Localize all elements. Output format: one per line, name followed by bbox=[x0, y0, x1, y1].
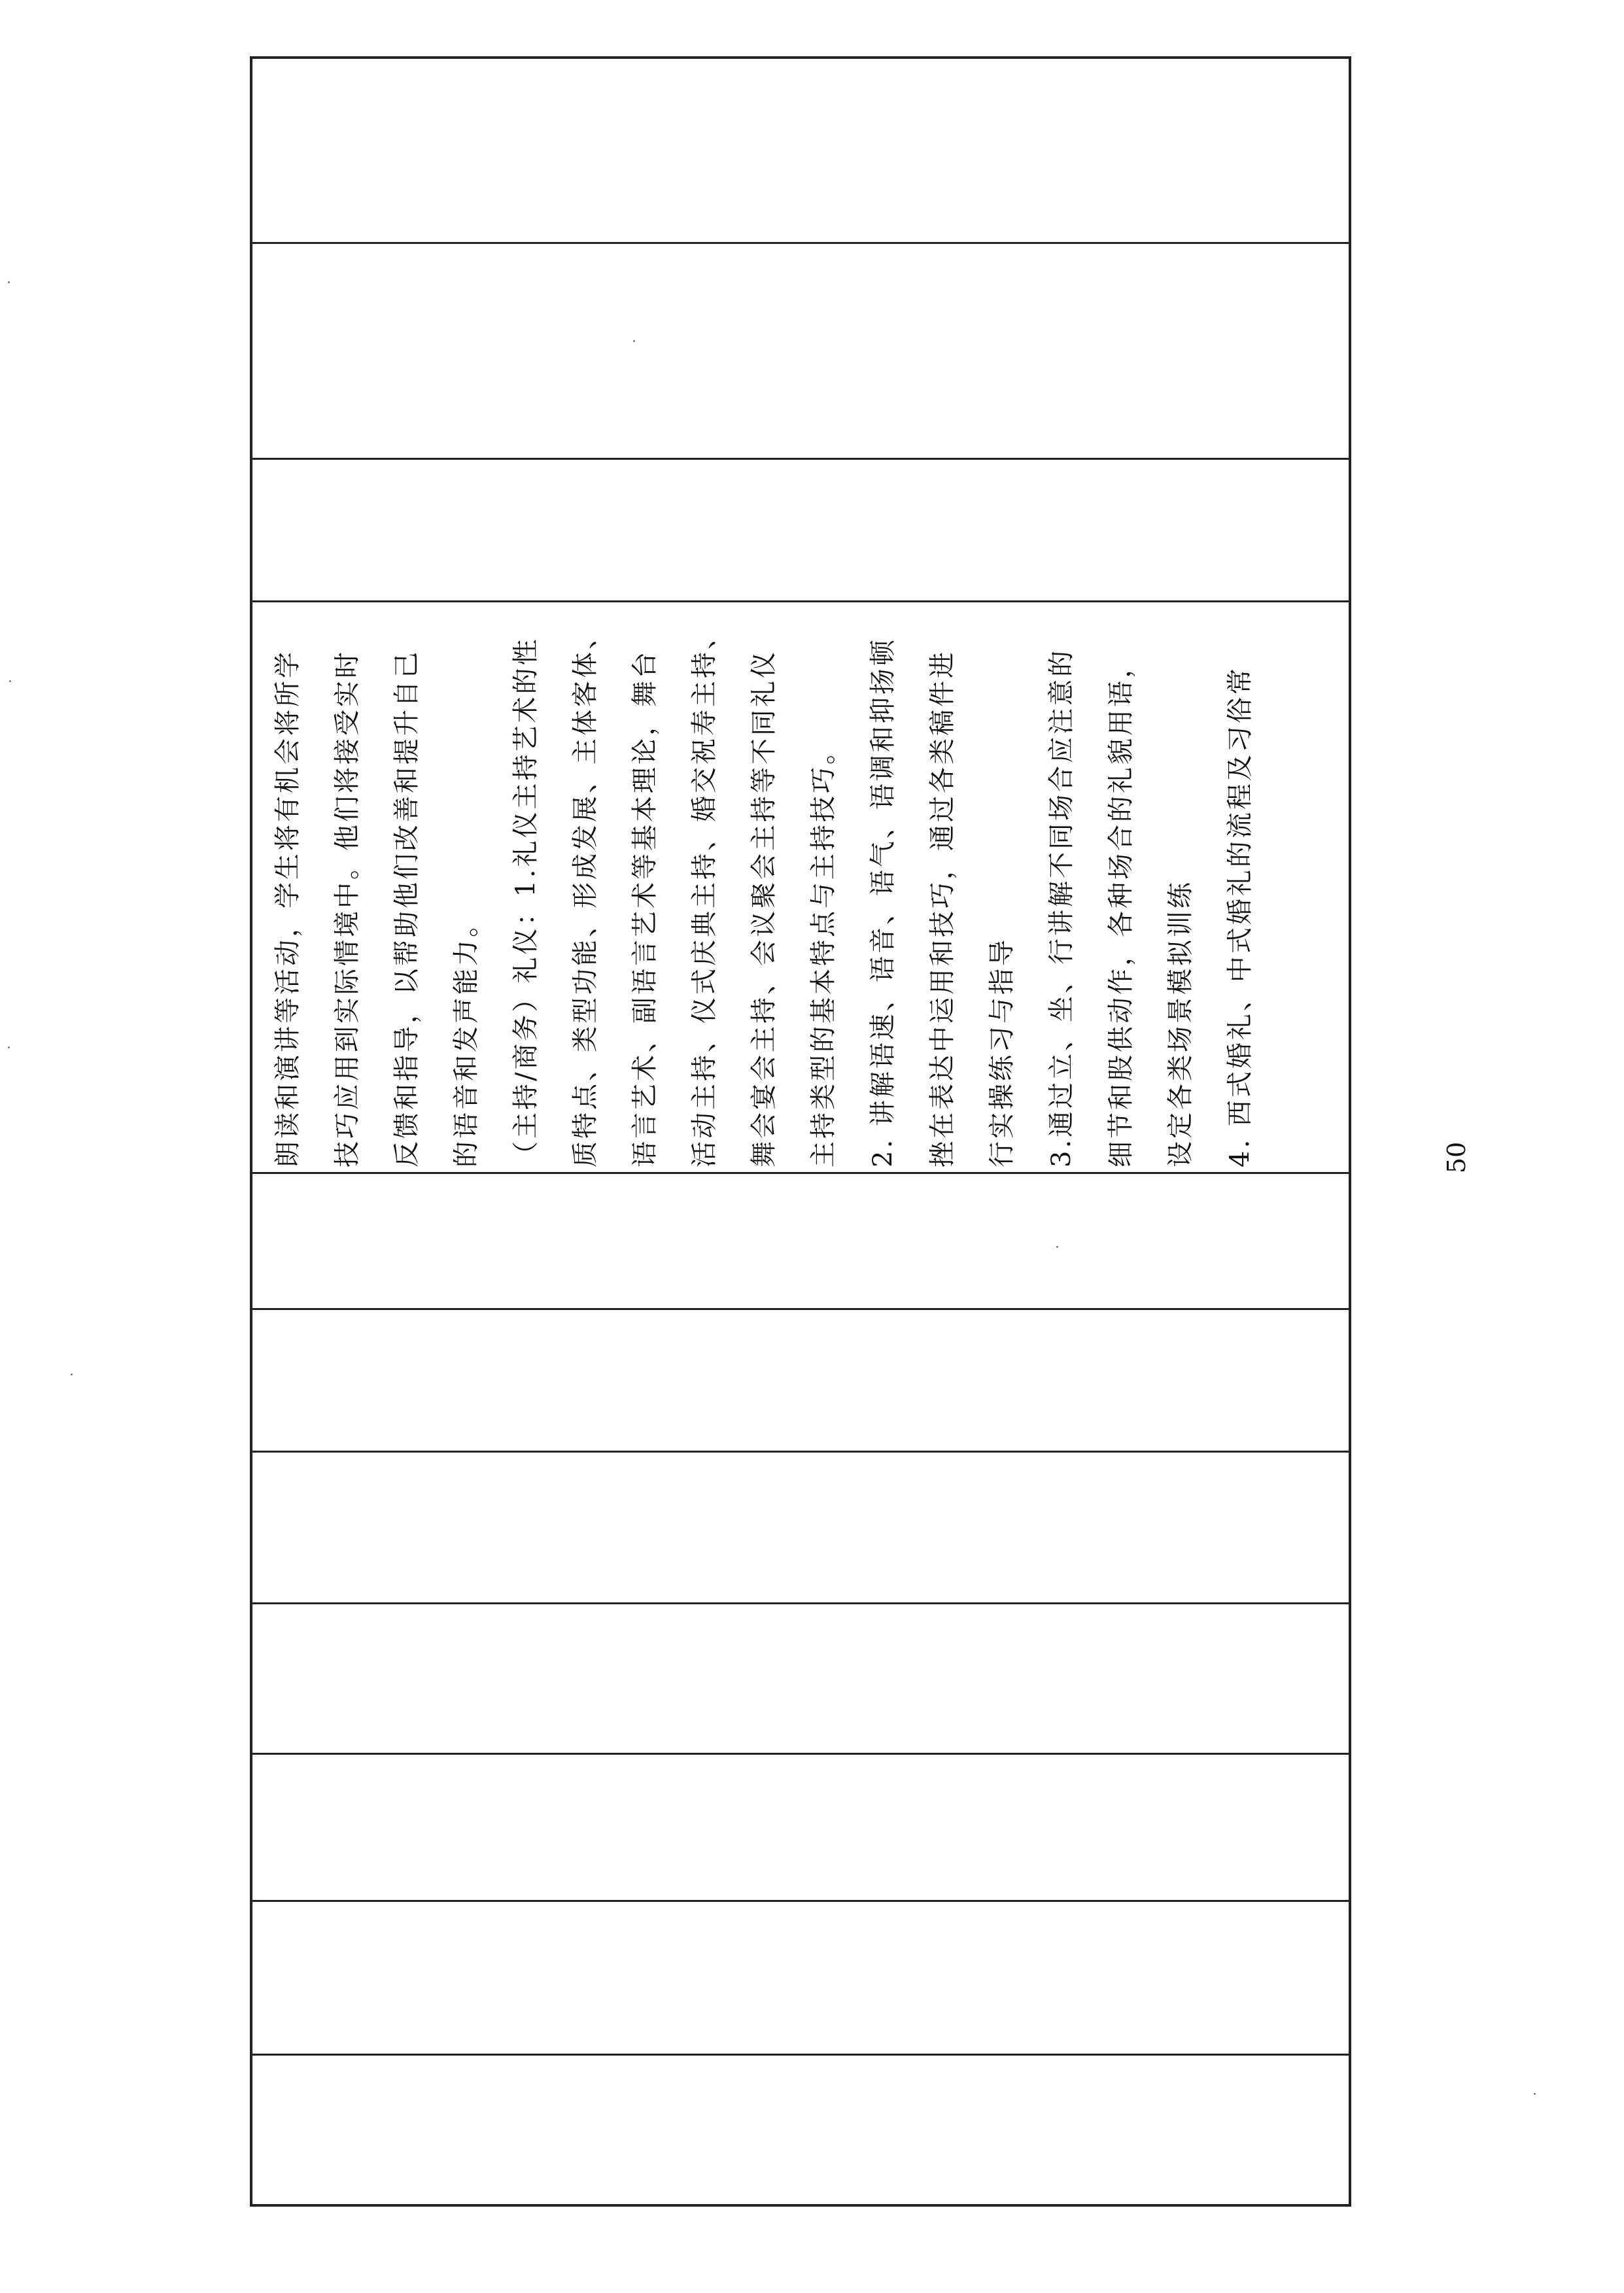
table-row-divider bbox=[250, 242, 1351, 244]
text-line: 语言艺术、副语言艺术等基本理论，舞台 bbox=[630, 649, 660, 1167]
page-number: 50 bbox=[1442, 1141, 1472, 1174]
text-line: 活动主持、仪式庆典主持、婚交祝寿主持、 bbox=[689, 621, 719, 1167]
scan-speck bbox=[71, 1373, 73, 1375]
table-row-divider bbox=[250, 1602, 1351, 1604]
text-line: 行实操练习与指导 bbox=[987, 937, 1017, 1167]
text-line: 的语音和发声能力。 bbox=[451, 908, 481, 1167]
text-line: 反馈和指导，以帮助他们改善和提升自己 bbox=[392, 649, 422, 1167]
scan-speck bbox=[1534, 2093, 1536, 2095]
table-row-divider bbox=[250, 458, 1351, 460]
text-line: 主持类型的基本特点与主持技巧。 bbox=[808, 736, 838, 1167]
text-line: 舞会宴会主持、会议聚会主持等不同礼仪 bbox=[749, 649, 779, 1167]
text-line: （主持/商务）礼仪：1.礼仪主持艺术的性 bbox=[511, 636, 541, 1167]
table-row-divider bbox=[250, 1753, 1351, 1755]
scan-speck bbox=[8, 281, 10, 283]
scan-speck bbox=[1056, 1246, 1058, 1248]
text-line: 3.通过立、坐、行讲解不同场合应注意的 bbox=[1046, 647, 1077, 1167]
text-line: 2. 讲解语速、语音、语气、语调和抑扬顿 bbox=[868, 637, 898, 1167]
text-line: 挫在表达中运用和技巧，通过各类稿件进 bbox=[927, 649, 958, 1167]
text-line: 质特点、类型功能、形成发展、主体客体、 bbox=[570, 621, 600, 1167]
scan-speck bbox=[633, 340, 635, 342]
scan-speck bbox=[9, 680, 11, 682]
table-row-divider bbox=[250, 2054, 1351, 2056]
scan-speck bbox=[8, 1046, 10, 1048]
rotated-text-block bbox=[258, 605, 1344, 1167]
text-line: 朗读和演讲等活动，学生将有机会将所学 bbox=[273, 649, 303, 1167]
text-line: 技巧应用到实际情境中。他们将接受实时 bbox=[332, 649, 362, 1167]
table-row-divider bbox=[250, 1308, 1351, 1310]
table-row-divider bbox=[250, 600, 1351, 602]
text-line: 设定各类场景模拟训练 bbox=[1166, 880, 1196, 1167]
table-row-divider bbox=[250, 1451, 1351, 1453]
table-cell-content bbox=[258, 605, 1344, 1167]
text-line: 4. 西式婚礼、中式婚礼的流程及习俗常 bbox=[1225, 666, 1255, 1167]
table-row-divider bbox=[250, 1172, 1351, 1174]
table-row-divider bbox=[250, 1900, 1351, 1902]
text-line: 细节和股供动作，各种场合的礼貌用语， bbox=[1106, 649, 1136, 1167]
